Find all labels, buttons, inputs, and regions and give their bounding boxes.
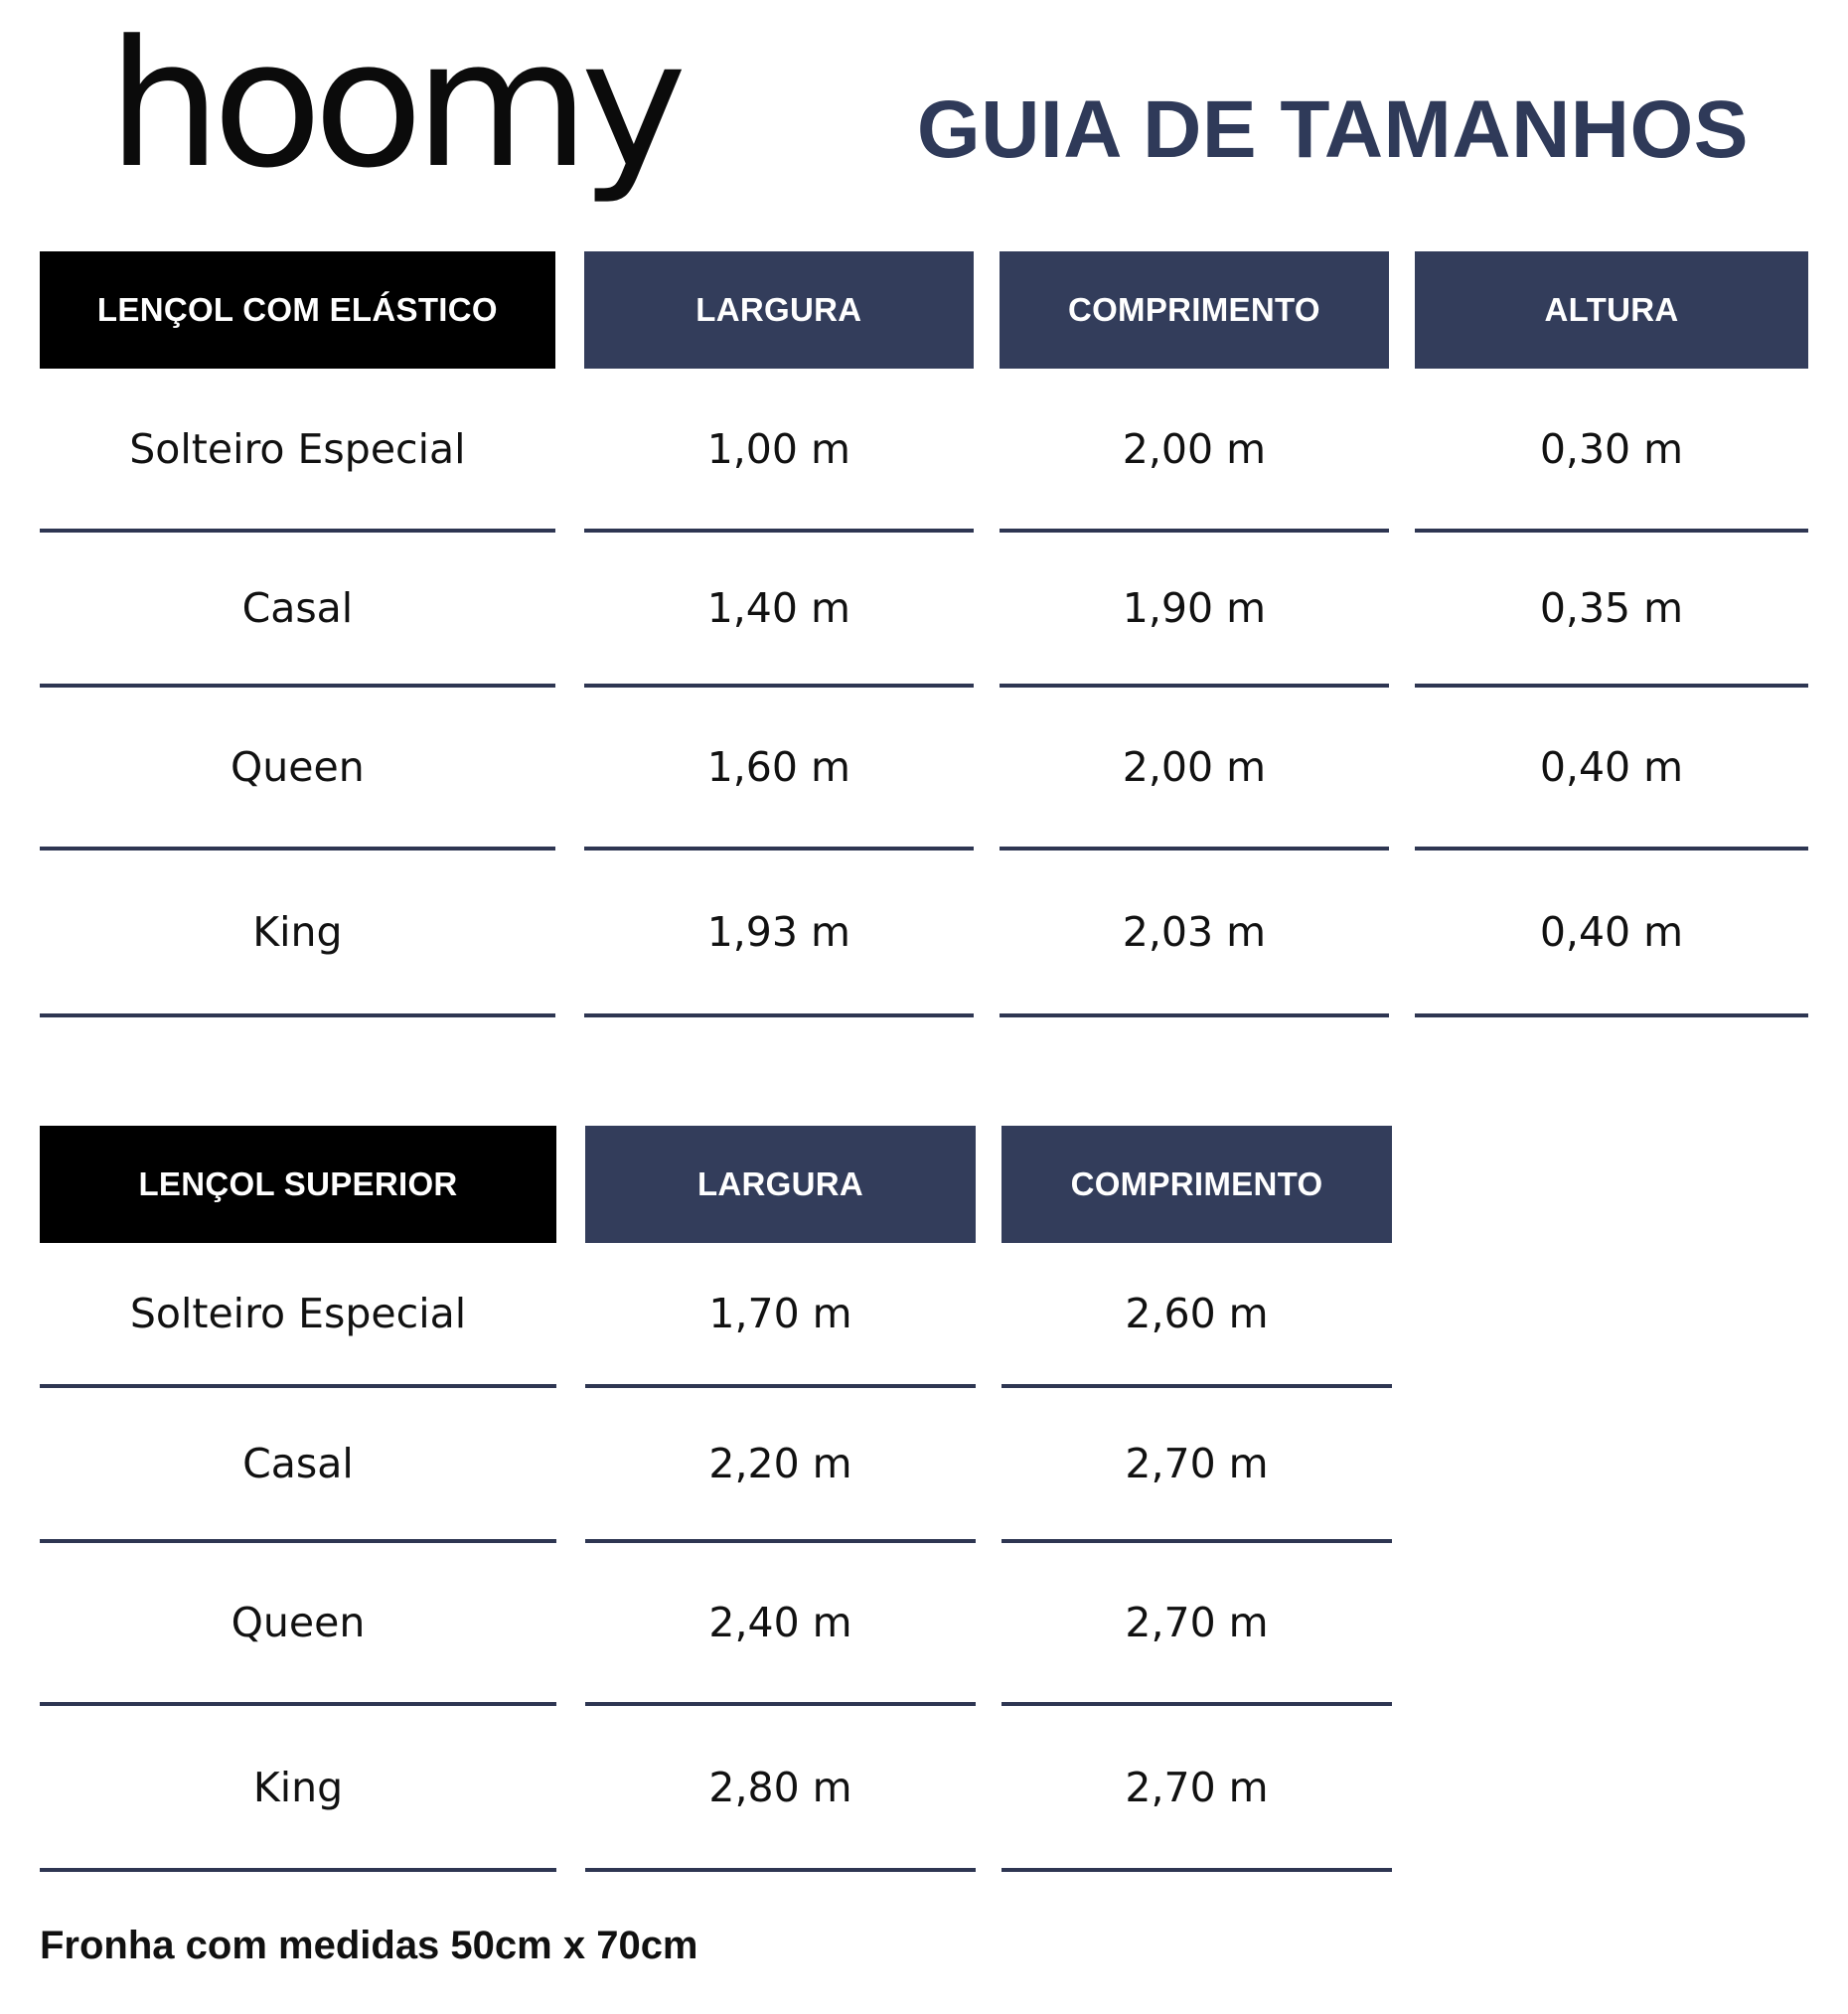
brand-logo: hoomy: [107, 3, 679, 207]
size-name-cell: Casal: [40, 1388, 556, 1543]
size-name-cell: King: [40, 1706, 556, 1872]
header-width: LARGURA: [584, 251, 974, 369]
width-cell: 1,00 m: [584, 369, 974, 533]
header-length: COMPRIMENTO: [1001, 1126, 1392, 1243]
width-cell: 2,40 m: [585, 1543, 976, 1706]
size-name-cell: Casal: [40, 533, 555, 688]
length-cell: 1,90 m: [1000, 533, 1389, 688]
header-product: LENÇOL SUPERIOR: [40, 1126, 556, 1243]
size-name-cell: Queen: [40, 1543, 556, 1706]
length-cell: 2,00 m: [1000, 369, 1389, 533]
pillowcase-note: Fronha com medidas 50cm x 70cm: [40, 1924, 698, 1967]
table-row: [40, 1243, 1808, 1388]
length-cell: 2,70 m: [1001, 1706, 1392, 1872]
header-width: LARGURA: [585, 1126, 976, 1243]
width-cell: 2,20 m: [585, 1388, 976, 1543]
table-row: [40, 851, 1808, 1017]
flat-sheet-table: [40, 1126, 1808, 1872]
size-name-cell: Solteiro Especial: [40, 1243, 556, 1388]
height-cell: 0,40 m: [1415, 688, 1808, 851]
length-cell: 2,00 m: [1000, 688, 1389, 851]
size-name-cell: Solteiro Especial: [40, 369, 555, 533]
header-product: LENÇOL COM ELÁSTICO: [40, 251, 555, 369]
height-cell: 0,30 m: [1415, 369, 1808, 533]
height-cell: 0,35 m: [1415, 533, 1808, 688]
table-row: [40, 533, 1808, 688]
width-cell: 2,80 m: [585, 1706, 976, 1872]
header-length: COMPRIMENTO: [1000, 251, 1389, 369]
page-title: GUIA DE TAMANHOS: [916, 84, 1749, 175]
width-cell: 1,93 m: [584, 851, 974, 1017]
length-cell: 2,03 m: [1000, 851, 1389, 1017]
table-row: [40, 1543, 1808, 1706]
fitted-sheet-table: [40, 251, 1808, 1017]
length-cell: 2,70 m: [1001, 1388, 1392, 1543]
width-cell: 1,70 m: [585, 1243, 976, 1388]
size-name-cell: Queen: [40, 688, 555, 851]
header-height: ALTURA: [1415, 251, 1808, 369]
table-row: [40, 688, 1808, 851]
height-cell: 0,40 m: [1415, 851, 1808, 1017]
table-row: [40, 1706, 1808, 1872]
table-header-row: [40, 1126, 1808, 1243]
length-cell: 2,70 m: [1001, 1543, 1392, 1706]
table-header-row: [40, 251, 1808, 369]
table-row: [40, 1388, 1808, 1543]
length-cell: 2,60 m: [1001, 1243, 1392, 1388]
table-row: [40, 369, 1808, 533]
size-name-cell: King: [40, 851, 555, 1017]
width-cell: 1,40 m: [584, 533, 974, 688]
width-cell: 1,60 m: [584, 688, 974, 851]
